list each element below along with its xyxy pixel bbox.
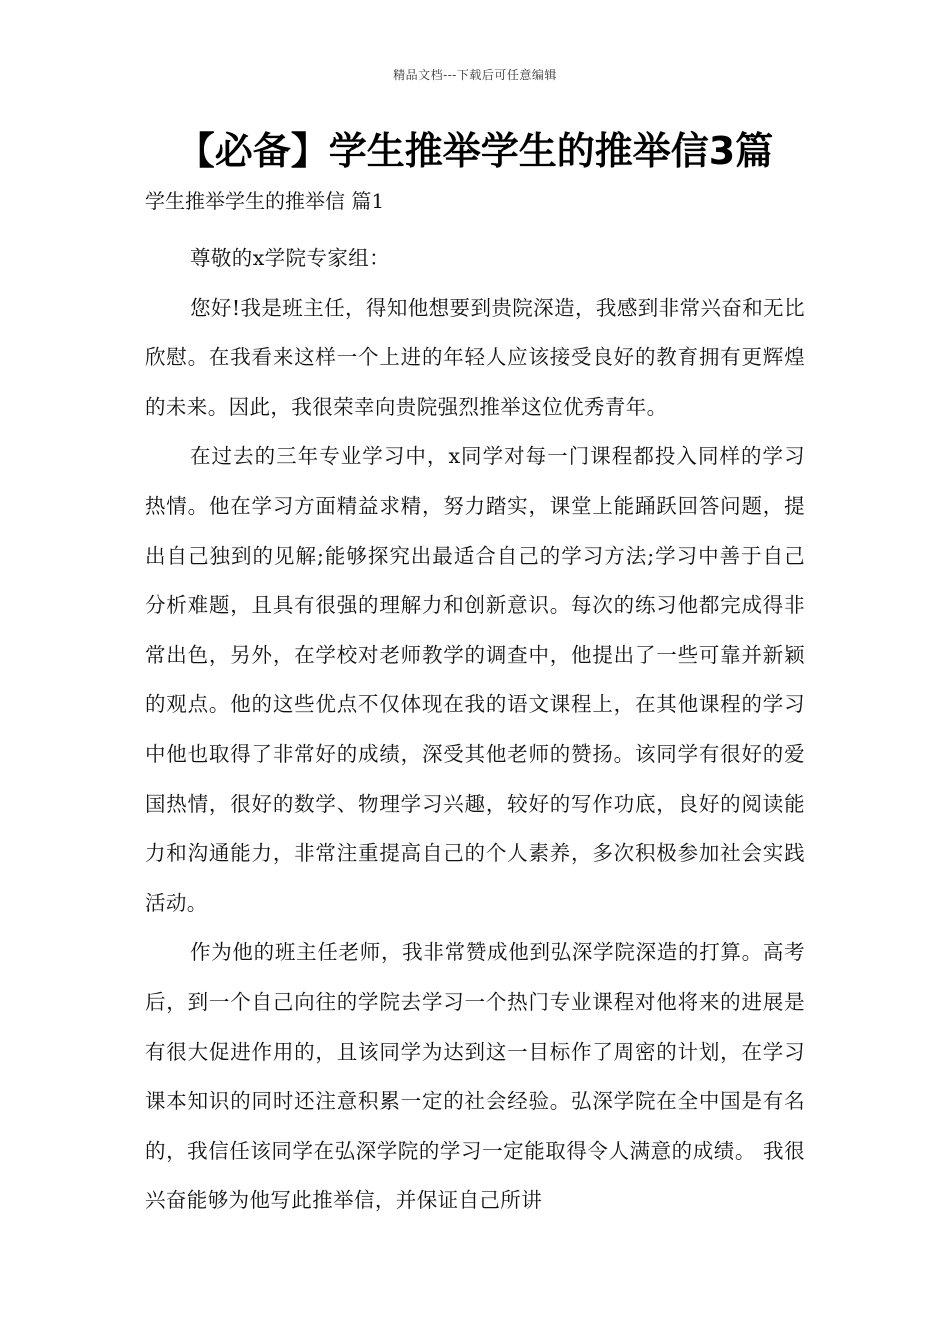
document-body — [145, 186, 805, 1226]
paragraph-student-performance: 在过去的三年专业学习中，x同学对每一门课程都投入同样的学习热情。他在学习方面精益求精，努力踏实，课堂上能踊跃回答问题，提出自己独到的见解;能够探究出最适合自己的学习方法;学习中善于自己分析难题，且具有很强的理解力和创新意识。每次的练习他都完成得非常出色，另外，在学校对老师教学的调查中，他提出了一些可靠并新颖的观点。他的这些优点不仅体现在我的语文课程上，在其他课程的学习中他也取得了非常好的成绩，深受其他老师的赞扬。该同学有很好的爱国热情，很好的数学、物理学习兴趣，较好的写作功底，良好的阅读能力和沟通能力，非常注重提高自己的个人素养，多次积极参加社会实践活动。 — [145, 444, 805, 915]
document-title: 【必备】学生推举学生的推举信3篇 — [176, 129, 774, 173]
section-heading: 学生推举学生的推举信 篇1 — [145, 189, 385, 213]
salutation: 尊敬的x学院专家组： — [190, 246, 391, 270]
paragraph-greeting: 您好!我是班主任，得知他想要到贵院深造，我感到非常兴奋和无比欣慰。在我看来这样一个上进的年轻人应该接受良好的教育拥有更辉煌的未来。因此，我很荣幸向贵院强烈推举这位优秀青年。 — [145, 295, 805, 419]
paragraph-recommendation: 作为他的班主任老师，我非常赞成他到弘深学院深造的打算。高考后，到一个自己向往的学院去学习一个热门专业课程对他将来的进展是有很大促进作用的，且该同学为达到这一目标作了周密的计划，在学习课本知识的同时还注意积累一定的社会经验。弘深学院在全中国是有名的，我信任该同学在弘深学院的学习一定能取得令人满意的成绩。 我很兴奋能够为他写此推举信，并保证自己所讲 — [145, 940, 805, 1213]
header-note: 精品文档---下载后可任意编辑 — [393, 68, 557, 82]
